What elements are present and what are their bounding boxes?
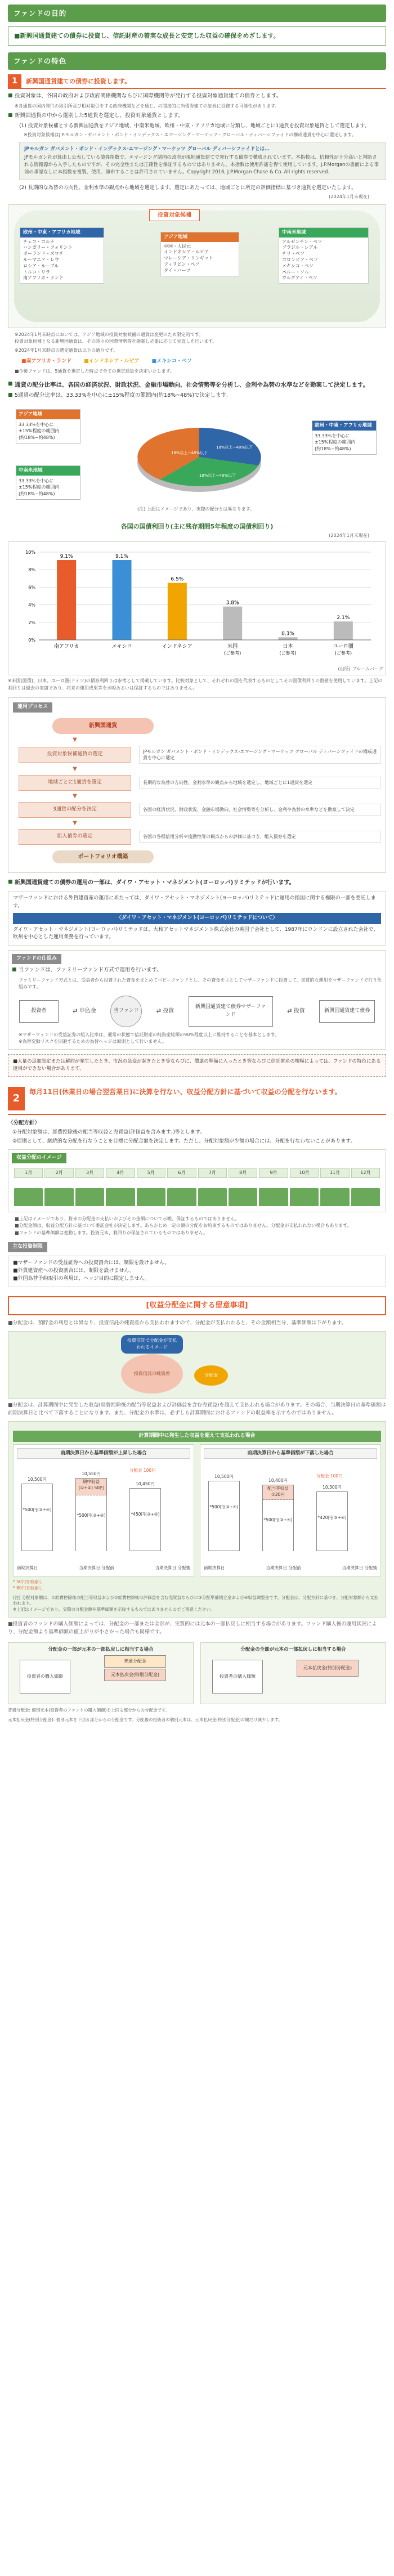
bar xyxy=(113,560,132,640)
pie-card-text: 33.33%を中心に ±15%程度の範囲内 (約18%~約48%) xyxy=(315,433,356,451)
category-label: メキシコ xyxy=(111,644,132,650)
process-start: 新興国通貨 xyxy=(52,718,154,734)
distribution-bar xyxy=(290,1188,319,1206)
process-step-label: 3通貨の配分を決定 xyxy=(19,802,131,818)
feature-note: ※投資対象候補はJ.P.モルガン・ガバメント・ボンド・インデックス・エマージング・マーケッツ・グローバル・ディバーシファイドの構成通貨を中心に選定します。 xyxy=(24,132,356,138)
node-investor: 投資者 xyxy=(19,1000,59,1023)
fof-bullet: ■ 当ファンドは、ファミリーファンド方式で運用を行います。 xyxy=(12,966,382,975)
arrow-label: ⇄ 申込金 xyxy=(73,1008,96,1015)
bar xyxy=(334,622,353,640)
category-label: インドネシア xyxy=(162,644,192,650)
distribution-bar xyxy=(167,1188,196,1206)
stack-value: 10,450円 xyxy=(136,1481,155,1486)
bubble-caption: 投資信託で分配金が支払われるイメージ xyxy=(121,1335,183,1354)
arrow-text: 申込金 xyxy=(79,1008,96,1015)
down-arrow-icon: ▼ xyxy=(73,736,77,743)
bubble-assets: 投資信託の純資産 xyxy=(121,1354,183,1394)
chart-date: (2024年1月末現在) xyxy=(329,533,369,539)
chart-notes: ※米国(国債)、日本、ユーロ圏(ドイツ)の債券利回りは参考として掲載しています。比較対象として、それぞれの国を代表するものとしてその国債利回りの数値を使用しています。上記の利回りは過去の実績であり、将来の運用成果等を示唆あるいは保証するものではありません。 xyxy=(8,678,383,691)
distribution-bar xyxy=(75,1188,104,1206)
region-currencies: 中国・人民元 インドネシア・ルピア マレーシア・リンギット フィリピン・ペソ タイ・バーツ xyxy=(164,243,213,273)
notice-title: [収益分配金に関する留意事項] xyxy=(8,1296,386,1315)
principal-return-illustration xyxy=(8,1642,386,1704)
y-tick-label: 10% xyxy=(25,550,35,555)
ill-caption: 前期決算日 xyxy=(204,1565,225,1571)
stack-body: *450円(③+④) xyxy=(130,1489,160,1551)
process-step-label: 地域ごとに1通貨を選定 xyxy=(19,775,131,791)
bar-value-label: 9.1% xyxy=(60,554,73,560)
allocation-pie-area xyxy=(8,404,386,516)
daiwa-box xyxy=(8,891,386,946)
month-label: 11月 xyxy=(320,1168,349,1178)
stack-before xyxy=(262,1477,294,1551)
stack-body: *420円(③+④) xyxy=(317,1492,347,1551)
category-label: 日本 xyxy=(283,644,293,650)
dist-note: ■分配金額は、収益分配方針に基づいて委託会社が決定します。あらかじめ一定の額の分配をお約束するものではありません。分配金が支払われない場合もあります。 xyxy=(15,1223,352,1229)
limit-item: ■外国為替予約取引の利用は、ヘッジ目的に限定しません。 xyxy=(13,1275,150,1282)
month-label: 2月 xyxy=(44,1168,73,1178)
special-dividend: 元本払戻金(特別分配金) xyxy=(104,1669,166,1681)
arrow-text: 投資 xyxy=(293,1008,305,1015)
investment-process xyxy=(8,697,386,873)
feature-bullet: ■ 投資対象は、各国の政府および政府関係機関ならびに国際機関等が発行する投資対象通貨建ての債券とします。 xyxy=(8,92,386,101)
feature-bullet: ■ 新興国通貨の中から選別した5通貨を選定し、投資対象通貨とします。 xyxy=(8,112,386,120)
ill-caption: 当期決算日 分配前 xyxy=(266,1565,301,1571)
feature-number-badge: 2 xyxy=(8,1087,25,1110)
pie-card-emea xyxy=(312,420,377,455)
month-label: 6月 xyxy=(167,1168,196,1178)
stack-prev xyxy=(208,1473,240,1551)
ill-caption-text: (注) 分配対象額は、①経費控除後の配当等収益および②経費控除後の評価益を含む売買益ならびに③分配準備積立金および④収益調整金です。分配金は、分配方針に基づき、分配対象額から支払われます。 ※上記はイメージであり、実際の分配金額や基準価額を示唆するものではありませんのでご留意ください。 xyxy=(13,1594,379,1612)
special-dividend: 元本払戻金(特別分配金) xyxy=(297,1660,359,1677)
feature-note: ■今後ファンドは、5通貨を選定した時点で全ての選定通貨を決定いたします。 xyxy=(15,368,174,374)
ill-panel-head: 前期決算日から基準価額が上昇した場合 xyxy=(17,1448,190,1459)
process-step xyxy=(13,829,381,845)
month-label: 5月 xyxy=(137,1168,165,1178)
y-tick-label: 2% xyxy=(28,620,35,626)
pie-slice-label: 18%以上~48%以下 xyxy=(171,451,208,455)
months-row xyxy=(14,1168,380,1178)
process-step-desc: JPモルガン ガバメント・ボンド・インデックス-エマージング・マーケッツ グローバル ディバーシファイドの構成通貨を中心に選定 xyxy=(139,746,381,764)
month-label: 8月 xyxy=(229,1168,257,1178)
pie-card-title: アジア地域 xyxy=(16,410,80,419)
pie-caption: (注) 上記はイメージであり、実際の配分とは異なります。 xyxy=(137,507,254,512)
dist-note: ■上記はイメージであり、将来の分配金の支払いおよびその金額について示唆、保証するものではありません。 xyxy=(15,1216,240,1221)
bar-value-label: 0.3% xyxy=(281,631,294,637)
investment-limits-label: 主な投資制限 xyxy=(8,1242,47,1252)
month-label: 12月 xyxy=(351,1168,380,1178)
selected-currency: ■南アフリカ・ランド xyxy=(21,358,72,364)
y-tick-label: 8% xyxy=(28,567,35,573)
daiwa-desc: ダイワ・アセット・マネジメント(ヨーロッパ)リミテッドは、大和アセットマネジメント株式会社の英国子会社として、1987年にロンドンに設立された会社で、欧州を中心とした運用業務を行っています。 xyxy=(13,926,379,940)
region-asia xyxy=(160,232,239,276)
policy-label: 〈分配方針〉 xyxy=(8,1119,41,1126)
goal-box xyxy=(8,26,386,46)
month-label: 4月 xyxy=(106,1168,135,1178)
chart-source: (出所) ブルームバーグ xyxy=(338,666,383,671)
category-sub-label: (ご参考) xyxy=(334,651,352,656)
stack-value: 10,400円 xyxy=(268,1477,288,1483)
bar-value-label: 2.1% xyxy=(337,615,350,621)
category-sub-label: (ご参考) xyxy=(224,651,241,656)
partial-return-panel xyxy=(8,1642,194,1704)
pie-card-latam xyxy=(16,465,80,500)
goal-text: ■新興国通貨建ての債券に投資し、信託財産の着実な成長と安定した収益の確保をめざします。 xyxy=(14,32,280,40)
notice-text: ■投資者のファンドの購入価額によっては、分配金の一部または全部が、実質的には元本の一部払戻しに相当する場合があります。ファンド購入後の運用状況により、分配金額より基準価額の値上がりが小さかった場合も同様です。 xyxy=(8,1621,377,1636)
ill-caption: 当期決算日 分配後 xyxy=(342,1565,377,1571)
fund-structure-label: ファンドの仕組み xyxy=(12,954,61,964)
arrow-label: ⇄ 投資 xyxy=(156,1008,174,1015)
distribution-image xyxy=(8,1149,386,1212)
ill-panel-fall xyxy=(200,1444,381,1576)
bubble-dividend: 分配金 xyxy=(194,1365,228,1386)
ill-caption: 当期決算日 分配後 xyxy=(155,1565,190,1571)
index-definition-title: JPモルガン ガバメント・ボンド・インデックス-エマージング・マーケッツ グローバル ディバーシファイドとは… xyxy=(24,146,270,152)
y-tick-label: 6% xyxy=(28,585,35,590)
process-step-desc: 各国の各種信用分析や流動性等の観点からの評価に基づき、組入債券を選定 xyxy=(139,831,381,843)
region-currencies: チェコ・コルナ ハンガリー・フォリント ポーランド・ズロチ ルーマニア・レウ ロシア・ルーブル トルコ・リラ 南アフリカ・ランド xyxy=(23,239,73,281)
index-definition-text: JPモルガン社が算出し公表している債券指数で、エマージング諸国の政府が現地通貨建てで発行する債券で構成されています。本指数は、信頼性が十分高いと判断される情報源から入手したものですが、その完全性または正確性を保証するものではありません。本指数は使用許諾を得て使用しています。J.P.Morganの書面による事前の承認なしに本指数を複製、使用、頒布することは許可されていません。Copyright 2016, J.P.Morgan Chase & Co. All rights reserved. xyxy=(24,154,379,176)
distribution-bar xyxy=(259,1188,288,1206)
category-sub-label: (ご参考) xyxy=(279,651,297,656)
goal-header: ファンドの目的 xyxy=(8,5,386,22)
distribution-bar xyxy=(229,1188,257,1206)
fund-structure xyxy=(8,950,386,1049)
stack-top: 期中収益(①+②) 50円 xyxy=(76,1479,106,1495)
down-arrow-icon: ▼ xyxy=(73,792,77,799)
pie-card-title: 欧州・中東・アフリカ地域 xyxy=(312,421,376,431)
stack-body: *500円(③+④) xyxy=(263,1500,293,1552)
stack-value: 10,500円 xyxy=(214,1473,234,1479)
feature-2-title: 毎月11日(休業日の場合翌営業日)に決算を行ない、収益分配方針に基づいて収益の分配を行ないます。 xyxy=(29,1087,342,1096)
footer-note: 元本払戻金(特別分配金): 個別元本を下回る部分からの分配金です。分配後の投資者の個別元本は、元本払戻金(特別分配金)の額だけ減少します。 xyxy=(8,1717,283,1722)
ill-panel-head: 前期決算日から基準価額が下落した場合 xyxy=(204,1448,377,1459)
stack-body: *500円(③+④) xyxy=(209,1481,239,1551)
fof-note: ※マザーファンドの受益証券の組入比率は、通常の状態で信託財産の純資産総額の90%程度以上に維持することを基本とします。 xyxy=(19,1032,280,1037)
distribution-bar xyxy=(137,1188,165,1206)
feature-number-badge: 1 xyxy=(8,74,21,88)
portfolio-construction: ポートフォリオ構築 xyxy=(52,850,154,864)
excess-distribution-illustration xyxy=(8,1421,386,1618)
bar xyxy=(223,607,242,640)
bar xyxy=(168,583,187,640)
stack-top: 配当等収益 ①20円 xyxy=(263,1485,293,1500)
distribution-bar xyxy=(351,1188,380,1206)
selected-label: ※2024年1月末時点の選定通貨は以下の通りです。 xyxy=(15,348,118,353)
process-step xyxy=(13,775,381,791)
month-label: 10月 xyxy=(290,1168,319,1178)
ill-row xyxy=(13,1444,381,1576)
arrow-label: ⇄ 投資 xyxy=(287,1008,305,1015)
ill-captions xyxy=(204,1565,377,1571)
ordinary-dividend: 普通分配金 xyxy=(104,1655,166,1668)
index-definition-box xyxy=(19,142,386,181)
panel-title: 分配金の一部が元本の一部払戻しに相当する場合 xyxy=(48,1647,154,1653)
feature-1-title-row xyxy=(8,74,386,89)
region-latam xyxy=(279,227,369,284)
process-step-label: 投資対象候補通貨の選定 xyxy=(19,747,131,763)
map-title: 投資対象候補 xyxy=(149,209,200,222)
warning-box: ■大量の追加設定または解約が発生したとき、市況の急変が起きたとき等ならびに、償還の準備に入ったとき等ならびに信託財産の規模によっては、ファンドの特色にある運用ができない場合があります。 xyxy=(8,1054,386,1077)
process-step-label: 組入債券の選定 xyxy=(19,829,131,845)
category-label: 南アフリカ xyxy=(53,644,79,650)
policy-item: ①分配対象額は、経費控除後の配当等収益と売買益(評価益を含みます。)等とします。 xyxy=(12,1129,205,1135)
y-tick-label: 0% xyxy=(28,638,35,643)
process-label: 運用プロセス xyxy=(13,702,52,713)
down-arrow-icon: ▼ xyxy=(73,765,77,772)
fof-desc: ファミリーファンド方式とは、受益者から投資された資金をまとめてベビーファンドとし、その資金を主としてマザーファンドに投資して、実質的な運用をマザーファンドで行う仕組みです。 xyxy=(19,978,382,990)
notice-text: ■分配金は、預貯金の利息とは異なり、投資信託の純資産から支払われますので、分配金が支払われると、その金額相当分、基準価額は下がります。 xyxy=(8,1320,347,1326)
full-return-panel xyxy=(200,1642,386,1704)
ill-caption: 前期決算日 xyxy=(17,1565,38,1571)
selected-currency-legend xyxy=(21,358,386,366)
ill-caption: 当期決算日 分配前 xyxy=(79,1565,114,1571)
feature-1-title: 新興国通貨建ての債券に投資します。 xyxy=(26,77,131,85)
stack-value: 10,500円 xyxy=(28,1476,47,1482)
feature-sub: (1) 投資対象候補とする新興国通貨をアジア地域、中南米地域、欧州・中東・アフリカ地域に分類し、地域ごとに1通貨を投資対象通貨として選定します。 xyxy=(19,123,370,129)
allocation-pie xyxy=(126,409,272,505)
fof-note: ※為替変動リスクを回避するための為替ヘッジは原則として行いません。 xyxy=(19,1039,167,1045)
stack-body: *500円(③+④) xyxy=(76,1495,106,1552)
stack-after xyxy=(316,1484,348,1551)
region-emea xyxy=(20,227,104,284)
investment-limits-box xyxy=(8,1256,386,1287)
stack-value: 10,550円 xyxy=(82,1471,101,1476)
process-step-desc: 長期的な為替の方向性、金利水準の観点から地域を選定し、地域ごとに1通貨を選定 xyxy=(139,777,381,789)
feature-sub: (2) 長期的な為替の方向性、金利水準の観点から地域を選定します。選定にあたっては、地域ごとに所定の評価指標に基づき通貨を選定いたします。 xyxy=(19,185,357,191)
process-step xyxy=(13,802,381,818)
distribution-bar xyxy=(320,1188,349,1206)
process-step-desc: 各国の経済状況、財政状況、金融市場動向、社会情勢等を分析し、金利や為替の水準などを勘案して決定 xyxy=(139,804,381,816)
dividend-label: 分配金 100円 xyxy=(316,1473,343,1479)
fund-structure-diagram xyxy=(12,996,382,1027)
chart-title: 各国の国債利回り(主に残存期間5年程度の国債利回り) xyxy=(120,523,274,530)
stack-body: *500円(③+④) xyxy=(22,1484,52,1551)
notice-text: ■分配金は、計算期間中に発生した収益(経費控除後の配当等収益および評価益を含む売買益)を超えて支払われる場合があります。その場合、当期決算日の基準価額は前期決算日と比べて下落することになります。また、分配金の水準は、必ずしも計算期間におけるファンドの収益率を示すものではありません。 xyxy=(8,1402,386,1416)
node-bonds: 新興国通貨建て債券 xyxy=(319,1000,375,1023)
dist-note: ■ファンドの基準価額は変動します。投資元本、利回りが保証されているものではありません。 xyxy=(15,1230,208,1235)
daiwa-sub: マザーファンドにおける外貨建資産の運用にあたっては、ダイワ・アセット・マネジメント(ヨーロッパ)リミテッドに運用の指図に関する権限の一部を委託します。 xyxy=(13,895,376,909)
daiwa-bar: 〈ダイワ・アセット・マネジメント(ヨーロッパ)リミテッドについて〉 xyxy=(13,913,381,924)
yield-chart-box xyxy=(8,541,386,675)
limit-item: ■マザーファンドの受益証券への投資割合には、制限を設けません。 xyxy=(13,1260,170,1266)
map-date: (2024年1月末現在) xyxy=(329,194,369,200)
distribution-bar xyxy=(44,1188,73,1206)
distribution-image-label: 収益分配のイメージ xyxy=(12,1153,66,1163)
yield-bar-chart xyxy=(11,544,382,662)
map-note: ※2024年1月末時点においては、アジア地域の投資対象候補の通貨は変更のため限定的です。 xyxy=(15,331,204,337)
policy-item: ②原則として、継続的な分配を行なうことを目標に分配金額を決定します。ただし、分配対象額が少額の場合には、分配を行なわないことがあります。 xyxy=(12,1138,356,1144)
features-header: ファンドの特色 xyxy=(8,52,386,70)
process-step xyxy=(13,746,381,764)
distribution-bar xyxy=(14,1188,43,1206)
ill-panel-rise xyxy=(13,1444,194,1576)
distribution-bar xyxy=(198,1188,227,1206)
node-mother-fund: 新興国通貨建て債券マザーファンド xyxy=(189,996,273,1027)
bar xyxy=(57,560,76,640)
stack-prev xyxy=(21,1476,53,1551)
month-label: 3月 xyxy=(75,1168,104,1178)
month-label: 9月 xyxy=(259,1168,288,1178)
limit-item: ■外貨建資産への投資割合には、制限を設けません。 xyxy=(13,1267,135,1274)
down-arrow-icon: ▼ xyxy=(73,819,77,826)
stack-after xyxy=(129,1481,161,1551)
pie-card-title: 中南米地域 xyxy=(16,466,80,476)
panel-title: 分配金の全部が元本の一部払戻しに相当する場合 xyxy=(240,1647,346,1653)
node-fund: 当ファンド xyxy=(110,996,142,1027)
region-map xyxy=(8,204,386,328)
ill-title: 計算期間中に発生した収益を超えて支払われる場合 xyxy=(13,1431,381,1442)
region-name: 欧州・中東・アフリカ地域 xyxy=(20,228,104,238)
stack-before xyxy=(75,1471,107,1551)
feature-note: ※各通貨の国内発行の取引所及び相対取引をする政府機関などを通じ、の間接的に当債券建ての証券に投資する可能性があります。 xyxy=(15,104,280,109)
daiwa-bullet: ■ 新興国通貨建ての債券の運用の一部は、ダイワ・アセット・マネジメント(ヨーロッパ)リミテッドが行います。 xyxy=(8,879,386,888)
pie-card-text: 33.33%を中心に ±15%程度の範囲内 (約18%~約48%) xyxy=(19,422,60,440)
region-name: アジア地域 xyxy=(161,232,239,242)
pie-card-text: 33.33%を中心に ±15%程度の範囲内 (約18%~約48%) xyxy=(19,478,60,496)
pie-slice-label: 18%以上~48%以下 xyxy=(199,473,236,478)
distribution-bubble-illustration xyxy=(8,1331,386,1399)
month-label: 1月 xyxy=(14,1168,43,1178)
feature-2-title-row xyxy=(8,1087,386,1115)
bar-value-label: 3.8% xyxy=(226,601,239,607)
stack-value: 10,300円 xyxy=(323,1484,342,1490)
category-label: ユーロ圏 xyxy=(333,644,353,650)
region-currencies: アルゼンチン・ペソ ブラジル・レアル チリ・ペソ コロンビア・ペソ メキシコ・ペソ ペルー・ソル ウルグアイ・ペソ xyxy=(282,239,323,281)
purchase-price: 投資者の購入価額 xyxy=(212,1660,263,1694)
purchase-price: 投資者の購入価額 xyxy=(20,1660,70,1694)
feature-bullet: ■ 5通貨の配分比率は、33.33%を中心に±15%程度の範囲内(約18%~48%)で決定します。 xyxy=(8,392,386,400)
region-name: 中南米地域 xyxy=(279,228,368,238)
distribution-bars xyxy=(14,1180,380,1206)
dividend-label: 分配金 100円 xyxy=(129,1467,156,1473)
bar-value-label: 6.5% xyxy=(171,577,184,583)
footer-note: 普通分配金: 個別元本(投資者のファンドの購入価額)を上回る部分からの分配金です。 xyxy=(8,1708,170,1713)
selected-currency: ■メキシコ・ペソ xyxy=(151,358,192,364)
selected-currency: ■インドネシア・ルピア xyxy=(84,358,140,364)
map-note: 投資対象候補となる新興国通貨は、その時々の国際情勢等を勘案し必要に応じて見直しを行います。 xyxy=(15,338,217,344)
ill-captions xyxy=(17,1565,190,1571)
category-label: 米国 xyxy=(227,644,238,650)
month-label: 7月 xyxy=(198,1168,227,1178)
bar xyxy=(279,638,298,640)
arrow-text: 投資 xyxy=(163,1008,174,1015)
pie-slice-label: 18%以上~48%以下 xyxy=(216,445,253,450)
distribution-bar xyxy=(106,1188,135,1206)
pie-card-asia xyxy=(16,409,80,443)
ill-note: * 50円を取崩し * 80円を取崩し xyxy=(13,1579,43,1591)
bar-value-label: 9.1% xyxy=(115,554,128,560)
y-tick-label: 4% xyxy=(28,603,35,608)
feature-bullet: ■ 通貨の配分比率は、各国の経済状況、財政状況、金融市場動向、社会情勢等を分析し、金利や為替の水準などを勘案して決定します。 xyxy=(8,380,386,389)
